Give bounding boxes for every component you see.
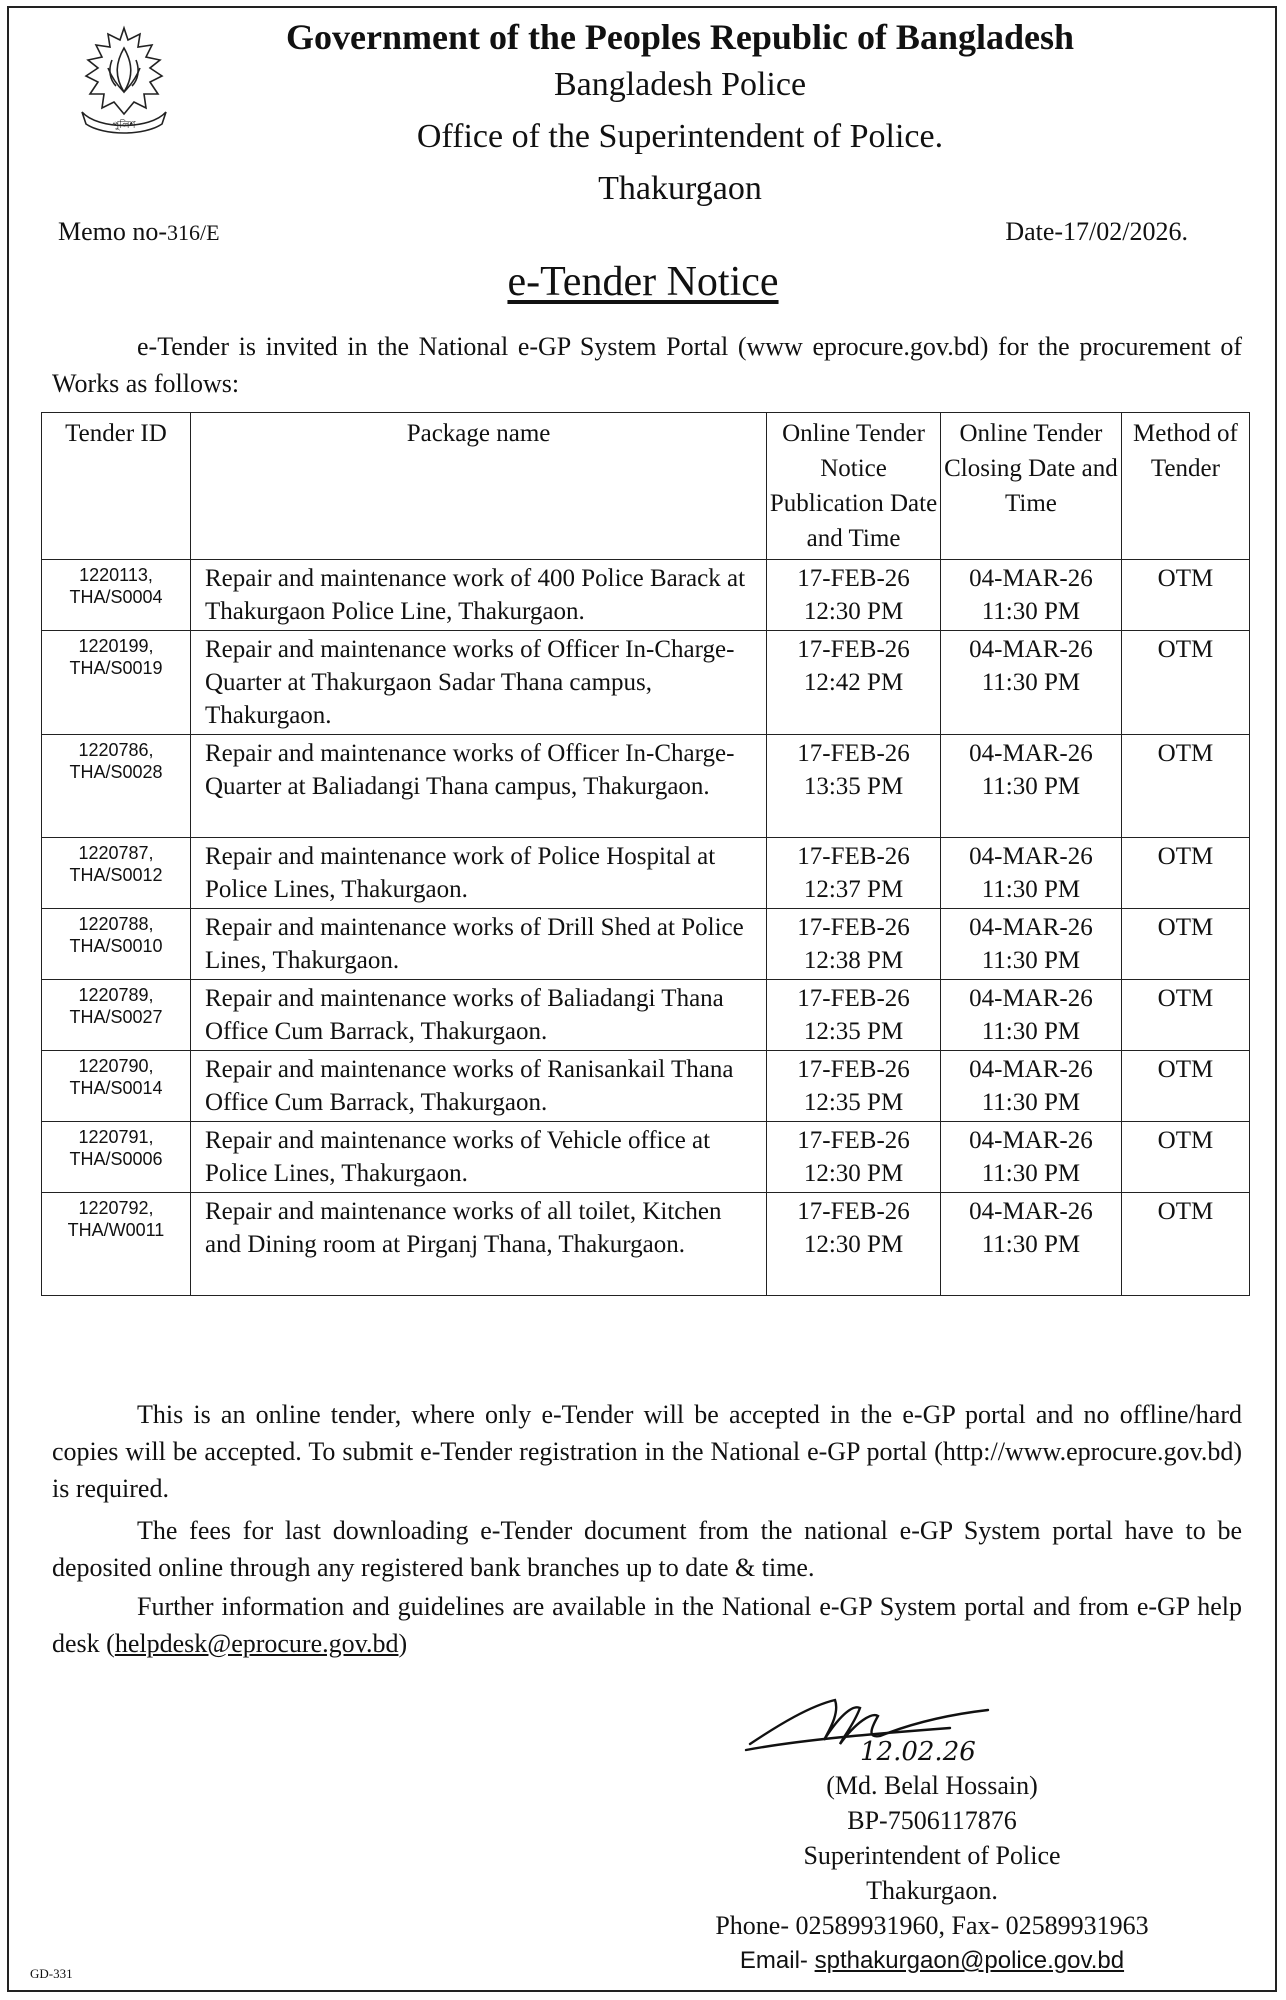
closing-cell bbox=[940, 560, 1121, 631]
tender-id: 1220791, bbox=[78, 1127, 154, 1147]
closing-time: 11:30 PM bbox=[981, 1089, 1081, 1116]
tender-id-cell bbox=[42, 1051, 191, 1122]
package-name-cell bbox=[190, 980, 766, 1051]
tender-code: THA/W0011 bbox=[67, 1220, 165, 1240]
tender-id-cell bbox=[42, 560, 191, 631]
tender-id-cell bbox=[42, 838, 191, 909]
closing-cell bbox=[940, 1193, 1121, 1296]
package-name: Repair and maintenance work of 400 Police Barack at Thakurgaon Police Line, Thakurgaon. bbox=[204, 565, 746, 625]
fees-paragraph bbox=[52, 1512, 1242, 1586]
header-tender-id: Tender ID bbox=[42, 413, 191, 560]
closing-date: 04-MAR-26 bbox=[969, 1198, 1093, 1225]
table-row bbox=[42, 980, 1250, 1051]
header-publication-date: Online Tender Notice Publication Date and Time bbox=[767, 413, 941, 560]
intro-text: e-Tender is invited in the National e-GP System Portal (www eprocure.gov.bd) for the procurement of Works as follows: bbox=[52, 332, 1242, 398]
table-row bbox=[42, 1193, 1250, 1296]
closing-cell bbox=[940, 909, 1121, 980]
publication-time: 12:37 PM bbox=[803, 876, 904, 903]
package-name: Repair and maintenance works of Vehicle office at Police Lines, Thakurgaon. bbox=[204, 1127, 711, 1187]
tender-id: 1220787, bbox=[78, 843, 154, 863]
method-cell bbox=[1121, 980, 1249, 1051]
method-cell bbox=[1121, 631, 1249, 735]
closing-date: 04-MAR-26 bbox=[969, 1127, 1093, 1154]
publication-time: 12:35 PM bbox=[803, 1018, 904, 1045]
signatory-email-link[interactable]: spthakurgaon@police.gov.bd bbox=[814, 1947, 1125, 1974]
package-name-cell bbox=[190, 560, 766, 631]
method-cell bbox=[1121, 1122, 1249, 1193]
package-name: Repair and maintenance works of Officer In-Charge-Quarter at Thakurgaon Sadar Thana campus, Thakurgaon. bbox=[204, 636, 735, 729]
publication-date: 17-FEB-26 bbox=[797, 914, 910, 941]
package-name-cell bbox=[190, 1122, 766, 1193]
signatory-bp: BP-7506117876 bbox=[847, 1806, 1017, 1835]
tender-method: OTM bbox=[1157, 1198, 1214, 1225]
publication-cell bbox=[767, 909, 941, 980]
closing-cell bbox=[940, 631, 1121, 735]
publication-date: 17-FEB-26 bbox=[797, 565, 910, 592]
fees-text: The fees for last downloading e-Tender document from the national e-GP System portal have to be deposited online through any registered bank branches up to date & time. bbox=[52, 1516, 1242, 1582]
method-cell bbox=[1121, 560, 1249, 631]
publication-cell bbox=[767, 838, 941, 909]
signatory-phone: Phone- 02589931960, Fax- 02589931963 bbox=[715, 1911, 1149, 1940]
tender-id-cell bbox=[42, 909, 191, 980]
tender-code: THA/S0010 bbox=[69, 936, 163, 956]
tender-id: 1220786, bbox=[78, 740, 154, 760]
info-prefix: Further information and guidelines are available in the National e-GP System portal and from e-GP help desk ( bbox=[52, 1592, 1242, 1658]
method-cell bbox=[1121, 838, 1249, 909]
tender-table-body bbox=[42, 560, 1250, 1296]
info-paragraph bbox=[52, 1588, 1242, 1662]
publication-time: 12:42 PM bbox=[803, 669, 904, 696]
publication-time: 13:35 PM bbox=[803, 773, 904, 800]
closing-time: 11:30 PM bbox=[981, 669, 1081, 696]
method-cell bbox=[1121, 735, 1249, 838]
publication-date: 17-FEB-26 bbox=[797, 843, 910, 870]
package-name: Repair and maintenance works of Ranisankail Thana Office Cum Barrack, Thakurgaon. bbox=[204, 1056, 734, 1116]
table-row bbox=[42, 631, 1250, 735]
package-name: Repair and maintenance works of Baliadangi Thana Office Cum Barrack, Thakurgaon. bbox=[204, 985, 724, 1045]
table-row bbox=[42, 735, 1250, 838]
publication-date: 17-FEB-26 bbox=[797, 636, 910, 663]
method-cell bbox=[1121, 1193, 1249, 1296]
package-name-cell bbox=[190, 631, 766, 735]
memo-number bbox=[58, 217, 220, 247]
online-tender-paragraph bbox=[52, 1396, 1242, 1507]
closing-time: 11:30 PM bbox=[981, 947, 1081, 974]
publication-cell bbox=[767, 1193, 941, 1296]
closing-date: 04-MAR-26 bbox=[969, 914, 1093, 941]
tender-id-cell bbox=[42, 1193, 191, 1296]
tender-code: THA/S0004 bbox=[69, 587, 163, 607]
tender-table bbox=[41, 412, 1250, 1296]
table-header-row bbox=[42, 413, 1250, 560]
publication-cell bbox=[767, 560, 941, 631]
notice-date: Date-17/02/2026. bbox=[1005, 217, 1188, 246]
closing-time: 11:30 PM bbox=[981, 773, 1081, 800]
signature-block bbox=[662, 1768, 1202, 1978]
table-row bbox=[42, 838, 1250, 909]
info-text bbox=[52, 1588, 1242, 1662]
tender-method: OTM bbox=[1157, 1127, 1214, 1154]
tender-method: OTM bbox=[1157, 914, 1214, 941]
package-name-cell bbox=[190, 838, 766, 909]
package-name: Repair and maintenance works of Officer In-Charge-Quarter at Baliadangi Thana campus, Thakurgaon. bbox=[204, 740, 735, 800]
tender-id: 1220790, bbox=[78, 1056, 154, 1076]
notice-title: e-Tender Notice bbox=[507, 259, 779, 305]
police-emblem-icon bbox=[68, 20, 180, 142]
closing-date: 04-MAR-26 bbox=[969, 985, 1093, 1012]
office-heading: Office of the Superintendent of Police. bbox=[416, 118, 944, 155]
publication-date: 17-FEB-26 bbox=[797, 985, 910, 1012]
info-suffix: ) bbox=[398, 1629, 408, 1658]
closing-date: 04-MAR-26 bbox=[969, 565, 1093, 592]
package-name: Repair and maintenance works of all toilet, Kitchen and Dining room at Pirganj Thana, Thakurgaon. bbox=[204, 1198, 722, 1258]
online-tender-text: This is an online tender, where only e-Tender will be accepted in the e-GP portal and no offline/hard copies will be accepted. To submit e-Tender registration in the National e-GP portal (http://www.eprocure.gov.bd) is required. bbox=[52, 1400, 1242, 1503]
publication-time: 12:30 PM bbox=[803, 1231, 904, 1258]
memo-label: Memo no- bbox=[58, 217, 168, 246]
publication-cell bbox=[767, 1122, 941, 1193]
tender-method: OTM bbox=[1157, 636, 1214, 663]
tender-code: THA/S0028 bbox=[69, 762, 163, 782]
publication-time: 12:35 PM bbox=[803, 1089, 904, 1116]
publication-date: 17-FEB-26 bbox=[797, 1127, 910, 1154]
tender-method: OTM bbox=[1157, 1056, 1214, 1083]
package-name-cell bbox=[190, 909, 766, 980]
tender-method: OTM bbox=[1157, 985, 1214, 1012]
tender-id: 1220113, bbox=[79, 565, 153, 585]
footer-code: GD-331 bbox=[30, 1966, 73, 1981]
tender-method: OTM bbox=[1157, 740, 1214, 767]
publication-time: 12:30 PM bbox=[803, 598, 904, 625]
signatory-place: Thakurgaon. bbox=[866, 1876, 998, 1905]
tender-code: THA/S0019 bbox=[69, 658, 163, 678]
publication-date: 17-FEB-26 bbox=[797, 1056, 910, 1083]
closing-date: 04-MAR-26 bbox=[969, 843, 1093, 870]
tender-code: THA/S0006 bbox=[69, 1149, 163, 1169]
closing-time: 11:30 PM bbox=[981, 1018, 1081, 1045]
closing-date: 04-MAR-26 bbox=[969, 740, 1093, 767]
package-name: Repair and maintenance works of Drill Shed at Police Lines, Thakurgaon. bbox=[204, 914, 744, 974]
signatory-name: (Md. Belal Hossain) bbox=[826, 1771, 1038, 1800]
publication-cell bbox=[767, 631, 941, 735]
closing-cell bbox=[940, 1051, 1121, 1122]
tender-id-cell bbox=[42, 1122, 191, 1193]
signatory-email bbox=[662, 1943, 1202, 1978]
closing-time: 11:30 PM bbox=[981, 598, 1081, 625]
intro-paragraph bbox=[52, 328, 1242, 402]
tender-method: OTM bbox=[1157, 843, 1214, 870]
closing-time: 11:30 PM bbox=[981, 1160, 1081, 1187]
header-method: Method of Tender bbox=[1121, 413, 1249, 560]
publication-cell bbox=[767, 980, 941, 1051]
helpdesk-email-link[interactable]: helpdesk@eprocure.gov.bd bbox=[114, 1629, 399, 1658]
table-row bbox=[42, 909, 1250, 980]
tender-id-cell bbox=[42, 980, 191, 1051]
tender-method: OTM bbox=[1157, 565, 1214, 592]
package-name-cell bbox=[190, 1193, 766, 1296]
package-name-cell bbox=[190, 1051, 766, 1122]
table-row bbox=[42, 560, 1250, 631]
method-cell bbox=[1121, 909, 1249, 980]
tender-id: 1220788, bbox=[78, 914, 154, 934]
publication-date: 17-FEB-26 bbox=[797, 1198, 910, 1225]
publication-cell bbox=[767, 1051, 941, 1122]
publication-cell bbox=[767, 735, 941, 838]
publication-date: 17-FEB-26 bbox=[797, 740, 910, 767]
signatory-designation: Superintendent of Police bbox=[803, 1841, 1061, 1870]
method-cell bbox=[1121, 1051, 1249, 1122]
tender-code: THA/S0014 bbox=[69, 1078, 163, 1098]
tender-id: 1220792, bbox=[78, 1198, 154, 1218]
tender-id: 1220789, bbox=[78, 985, 154, 1005]
tender-id-cell bbox=[42, 735, 191, 838]
closing-date: 04-MAR-26 bbox=[969, 1056, 1093, 1083]
tender-code: THA/S0027 bbox=[69, 1007, 163, 1027]
package-name: Repair and maintenance work of Police Hospital at Police Lines, Thakurgaon. bbox=[204, 843, 716, 903]
memo-value: 316/E bbox=[167, 220, 220, 245]
closing-time: 11:30 PM bbox=[981, 876, 1081, 903]
signature-date: 12.02.26 bbox=[860, 1737, 976, 1766]
district-heading: Thakurgaon bbox=[598, 170, 762, 207]
publication-time: 12:38 PM bbox=[803, 947, 904, 974]
tender-code: THA/S0012 bbox=[69, 865, 163, 885]
tender-id-cell bbox=[42, 631, 191, 735]
closing-cell bbox=[940, 838, 1121, 909]
closing-cell bbox=[940, 735, 1121, 838]
closing-cell bbox=[940, 1122, 1121, 1193]
publication-time: 12:30 PM bbox=[803, 1160, 904, 1187]
email-label: Email- bbox=[739, 1947, 815, 1974]
emblem-text: পুলিশ bbox=[112, 120, 136, 131]
closing-cell bbox=[940, 980, 1121, 1051]
table-row bbox=[42, 1122, 1250, 1193]
signature-image bbox=[740, 1694, 1000, 1766]
table-row bbox=[42, 1051, 1250, 1122]
header-package-name: Package name bbox=[190, 413, 766, 560]
tender-id: 1220199, bbox=[78, 636, 154, 656]
government-heading: Government of the Peoples Republic of Bangladesh bbox=[286, 17, 1074, 57]
package-name-cell bbox=[190, 735, 766, 838]
header-closing-date: Online Tender Closing Date and Time bbox=[940, 413, 1121, 560]
department-heading: Bangladesh Police bbox=[553, 66, 807, 103]
closing-time: 11:30 PM bbox=[981, 1231, 1081, 1258]
closing-date: 04-MAR-26 bbox=[969, 636, 1093, 663]
